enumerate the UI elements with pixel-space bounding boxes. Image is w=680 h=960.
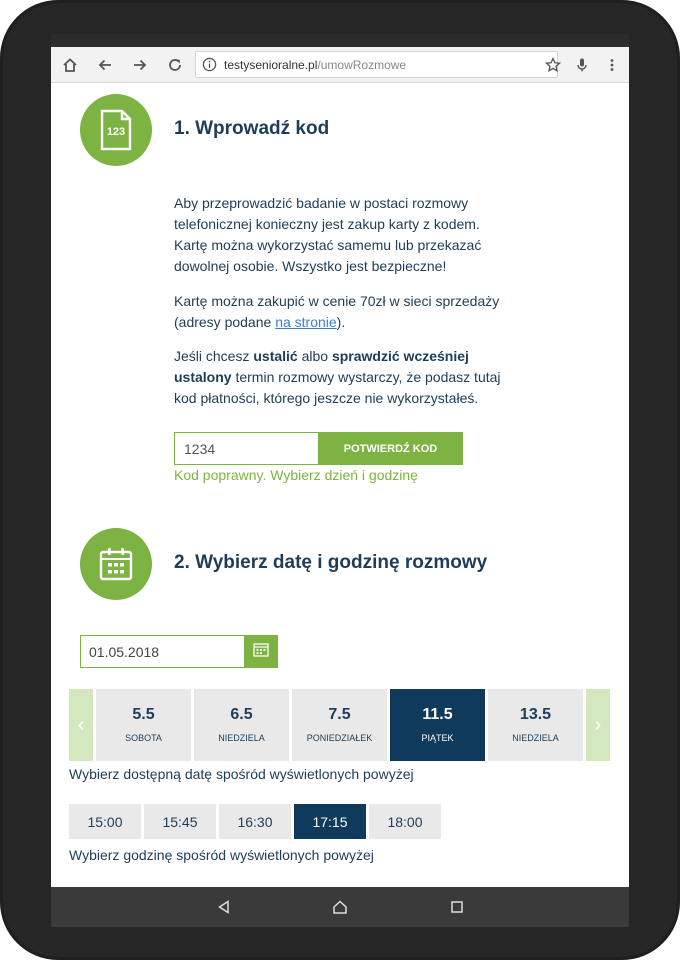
instr-text: termin rozmowy wystarczy, że podasz tutaj [231,369,501,385]
calendar-icon [253,642,269,662]
time-slot[interactable]: 16:30 [219,804,291,839]
day-number: 11.5 [422,706,453,723]
url-domain: testysenioralne.pl [224,58,318,72]
reload-icon[interactable] [163,53,187,77]
calendar-step-icon [80,528,152,600]
price-paragraph [174,291,514,333]
instr-text: albo [297,348,332,364]
day-name: NIEDZIELA [512,733,559,743]
day-tile-selected[interactable] [390,689,485,761]
address-bar[interactable] [195,51,558,78]
step2-title: 2. Wybierz datę i godzinę rozmowy [174,552,488,573]
screen [51,34,629,927]
menu-icon[interactable] [600,53,624,77]
instr-bold: sprawdzić wcześniej [331,348,469,364]
day-name: PONIEDZIAŁEK [306,733,373,743]
instr-bold: ustalony [174,369,232,385]
star-icon[interactable] [541,53,565,77]
day-name: NIEDZIELA [218,733,265,743]
home-icon[interactable] [58,53,82,77]
info-icon[interactable] [202,57,217,77]
time-slot[interactable]: 15:45 [144,804,216,839]
calendar-picker-button[interactable] [244,635,278,668]
day-tile[interactable] [96,689,191,761]
price-suffix: ). [336,314,346,330]
nav-back-icon[interactable] [214,897,234,917]
price-line: Kartę można zakupić w cenie 70zł w sieci sprzedaży [174,293,500,309]
date-field[interactable]: 01.05.2018 [80,635,246,668]
code-card-icon [80,94,152,166]
chevron-right-icon: › [594,713,602,736]
android-nav-bar [51,887,629,927]
day-number: 5.5 [132,706,155,723]
intro-line: dowolnej osobie. Wszystko jest bezpieczne! [174,258,447,274]
prev-days-button[interactable] [69,689,93,761]
code-card-icon-text: 123 [106,126,126,138]
microphone-icon[interactable] [570,53,594,77]
page-content [51,84,629,887]
intro-line: Aby przeprowadzić badanie w postaci rozmowy [174,195,469,211]
date-hint: Wybierz dostępną datę spośród wyświetlonych powyżej [69,766,414,782]
instr-bold: ustalić [253,348,298,364]
intro-line: telefonicznej konieczny jest zakup karty z kodem. [174,216,480,232]
browser-toolbar [51,47,629,83]
day-tile[interactable] [292,689,387,761]
code-input[interactable]: 1234 [174,432,319,465]
intro-line: Kartę można wykorzystać samemu lub przekazać [174,237,482,253]
back-icon[interactable] [93,53,117,77]
day-number: 7.5 [328,706,351,723]
instr-text: kod płatności, którego jeszcze nie wykorzystałeś. [174,390,479,406]
time-slot-selected[interactable]: 17:15 [294,804,366,839]
instructions-paragraph [174,346,514,409]
stores-link[interactable]: na stronie [275,314,337,330]
day-number: 13.5 [519,706,552,723]
day-tile[interactable] [194,689,289,761]
nav-recents-icon[interactable] [447,897,467,917]
intro-paragraph [174,193,514,277]
url-path: /umowRozmowe [317,58,407,72]
day-name: SOBOTA [125,733,162,743]
day-number: 6.5 [230,706,253,723]
instr-text: Jeśli chcesz [174,348,254,364]
confirm-code-button[interactable]: POTWIERDŹ KOD [318,432,463,465]
price-prefix: (adresy podane [174,314,276,330]
code-success-message: Kod poprawny. Wybierz dzień i godzinę [174,467,418,483]
nav-home-icon[interactable] [330,897,350,917]
day-tile[interactable] [488,689,583,761]
day-name: PIĄTEK [421,733,454,743]
chevron-left-icon: ‹ [77,713,85,736]
forward-icon[interactable] [128,53,152,77]
time-slot[interactable]: 15:00 [69,804,141,839]
url-text [224,58,406,72]
time-hint: Wybierz godzinę spośród wyświetlonych powyżej [69,847,374,863]
step1-title: 1. Wprowadź kod [174,118,330,139]
status-bar [51,34,629,47]
time-slot[interactable]: 18:00 [369,804,441,839]
next-days-button[interactable] [586,689,610,761]
